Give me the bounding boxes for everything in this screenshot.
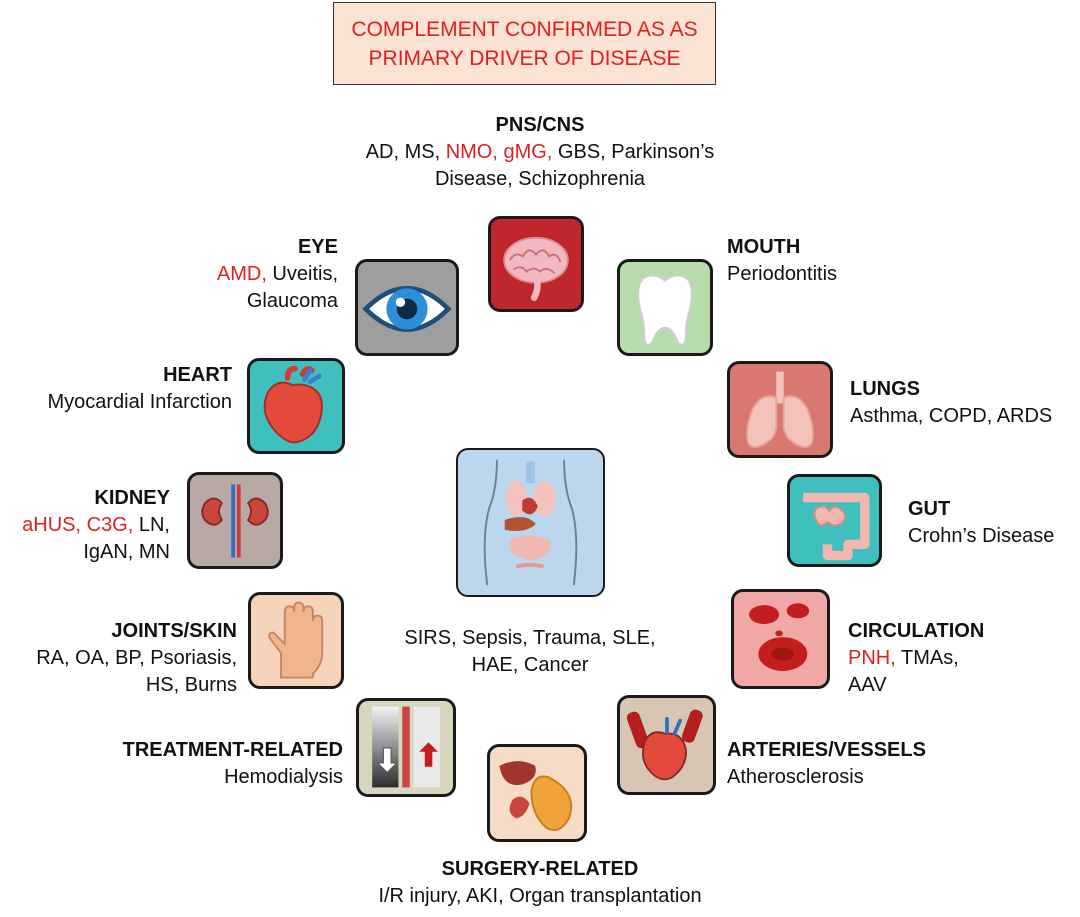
intestine-icon bbox=[787, 474, 882, 567]
kidney-icon bbox=[187, 472, 283, 569]
circulation-confirmed-diseases: PNH, bbox=[848, 647, 896, 669]
pns-cns-confirmed-diseases: NMO, gMG, bbox=[445, 141, 553, 163]
circulation-diseases-line2: AAV bbox=[848, 674, 887, 696]
circulation-label bbox=[848, 618, 1080, 699]
pns-cns-diseases-a: AD, MS, bbox=[365, 141, 446, 163]
mouth-label bbox=[727, 234, 927, 288]
eye-icon bbox=[355, 259, 459, 356]
brain-icon bbox=[488, 216, 584, 312]
lungs-label bbox=[850, 376, 1080, 430]
mouth-diseases: Periodontitis bbox=[727, 263, 838, 285]
eye-diseases-line2: Glaucoma bbox=[246, 290, 338, 312]
eye-confirmed-diseases: AMD, bbox=[216, 263, 267, 285]
arteries-diseases: Atherosclerosis bbox=[727, 766, 864, 788]
joints-skin-diseases-line2: HS, Burns bbox=[145, 674, 237, 696]
treatment-diseases: Hemodialysis bbox=[224, 766, 343, 788]
surgery-diseases: I/R injury, AKI, Organ transplantation bbox=[378, 885, 702, 907]
systemic-diseases-line1: SIRS, Sepsis, Trauma, SLE, bbox=[404, 627, 656, 649]
pns-cns-label bbox=[300, 112, 780, 193]
joints-skin-diseases-line1: RA, OA, BP, Psoriasis, bbox=[36, 647, 237, 669]
joints-skin-label bbox=[0, 618, 237, 699]
pns-cns-diseases-b: GBS, Parkinson’s bbox=[552, 141, 715, 163]
kidney-diseases: LN, bbox=[133, 514, 170, 536]
kidney-label bbox=[0, 485, 170, 566]
eye-title: EYE bbox=[297, 236, 338, 258]
kidney-diseases-line2: IgAN, MN bbox=[83, 541, 170, 563]
circulation-title: CIRCULATION bbox=[848, 620, 985, 642]
gut-title: GUT bbox=[908, 498, 951, 520]
treatment-title: TREATMENT-RELATED bbox=[122, 739, 343, 761]
dialysis-icon bbox=[356, 698, 456, 797]
legend-line-2: PRIMARY DRIVER OF DISEASE bbox=[368, 46, 681, 70]
kidney-confirmed-diseases: aHUS, C3G, bbox=[22, 514, 134, 536]
arteries-label bbox=[727, 737, 1007, 791]
legend-line-1: COMPLEMENT CONFIRMED AS AS bbox=[351, 17, 698, 41]
heart-organ-icon bbox=[247, 358, 345, 454]
systemic-diseases-line2: HAE, Cancer bbox=[471, 654, 589, 676]
kidney-title: KIDNEY bbox=[94, 487, 170, 509]
lungs-icon bbox=[727, 361, 833, 458]
arteries-icon bbox=[617, 695, 716, 795]
lungs-title: LUNGS bbox=[850, 378, 920, 400]
joints-skin-title: JOINTS/SKIN bbox=[111, 620, 237, 642]
eye-diseases: Uveitis, bbox=[266, 263, 338, 285]
organs-transplant-icon bbox=[487, 744, 587, 842]
systemic-label bbox=[380, 625, 680, 679]
surgery-title: SURGERY-RELATED bbox=[441, 858, 639, 880]
treatment-label bbox=[60, 737, 343, 791]
surgery-label bbox=[280, 856, 800, 910]
arteries-title: ARTERIES/VESSELS bbox=[727, 739, 926, 761]
tooth-icon bbox=[617, 259, 713, 356]
circulation-diseases: TMAs, bbox=[895, 647, 959, 669]
lungs-diseases: Asthma, COPD, ARDS bbox=[850, 405, 1053, 427]
pns-cns-diseases-line2: Disease, Schizophrenia bbox=[434, 168, 646, 190]
heart-diseases: Myocardial Infarction bbox=[47, 391, 232, 413]
heart-label bbox=[0, 362, 232, 416]
legend-box bbox=[333, 2, 716, 85]
red-blood-cells-icon bbox=[731, 589, 830, 689]
gut-diseases: Crohn’s Disease bbox=[908, 525, 1055, 547]
hand-icon bbox=[248, 592, 344, 689]
pns-cns-title: PNS/CNS bbox=[495, 114, 585, 136]
gut-label bbox=[908, 496, 1080, 550]
mouth-title: MOUTH bbox=[727, 236, 801, 258]
body-organs-icon bbox=[456, 448, 605, 597]
heart-title: HEART bbox=[163, 364, 232, 386]
eye-label bbox=[140, 234, 338, 315]
